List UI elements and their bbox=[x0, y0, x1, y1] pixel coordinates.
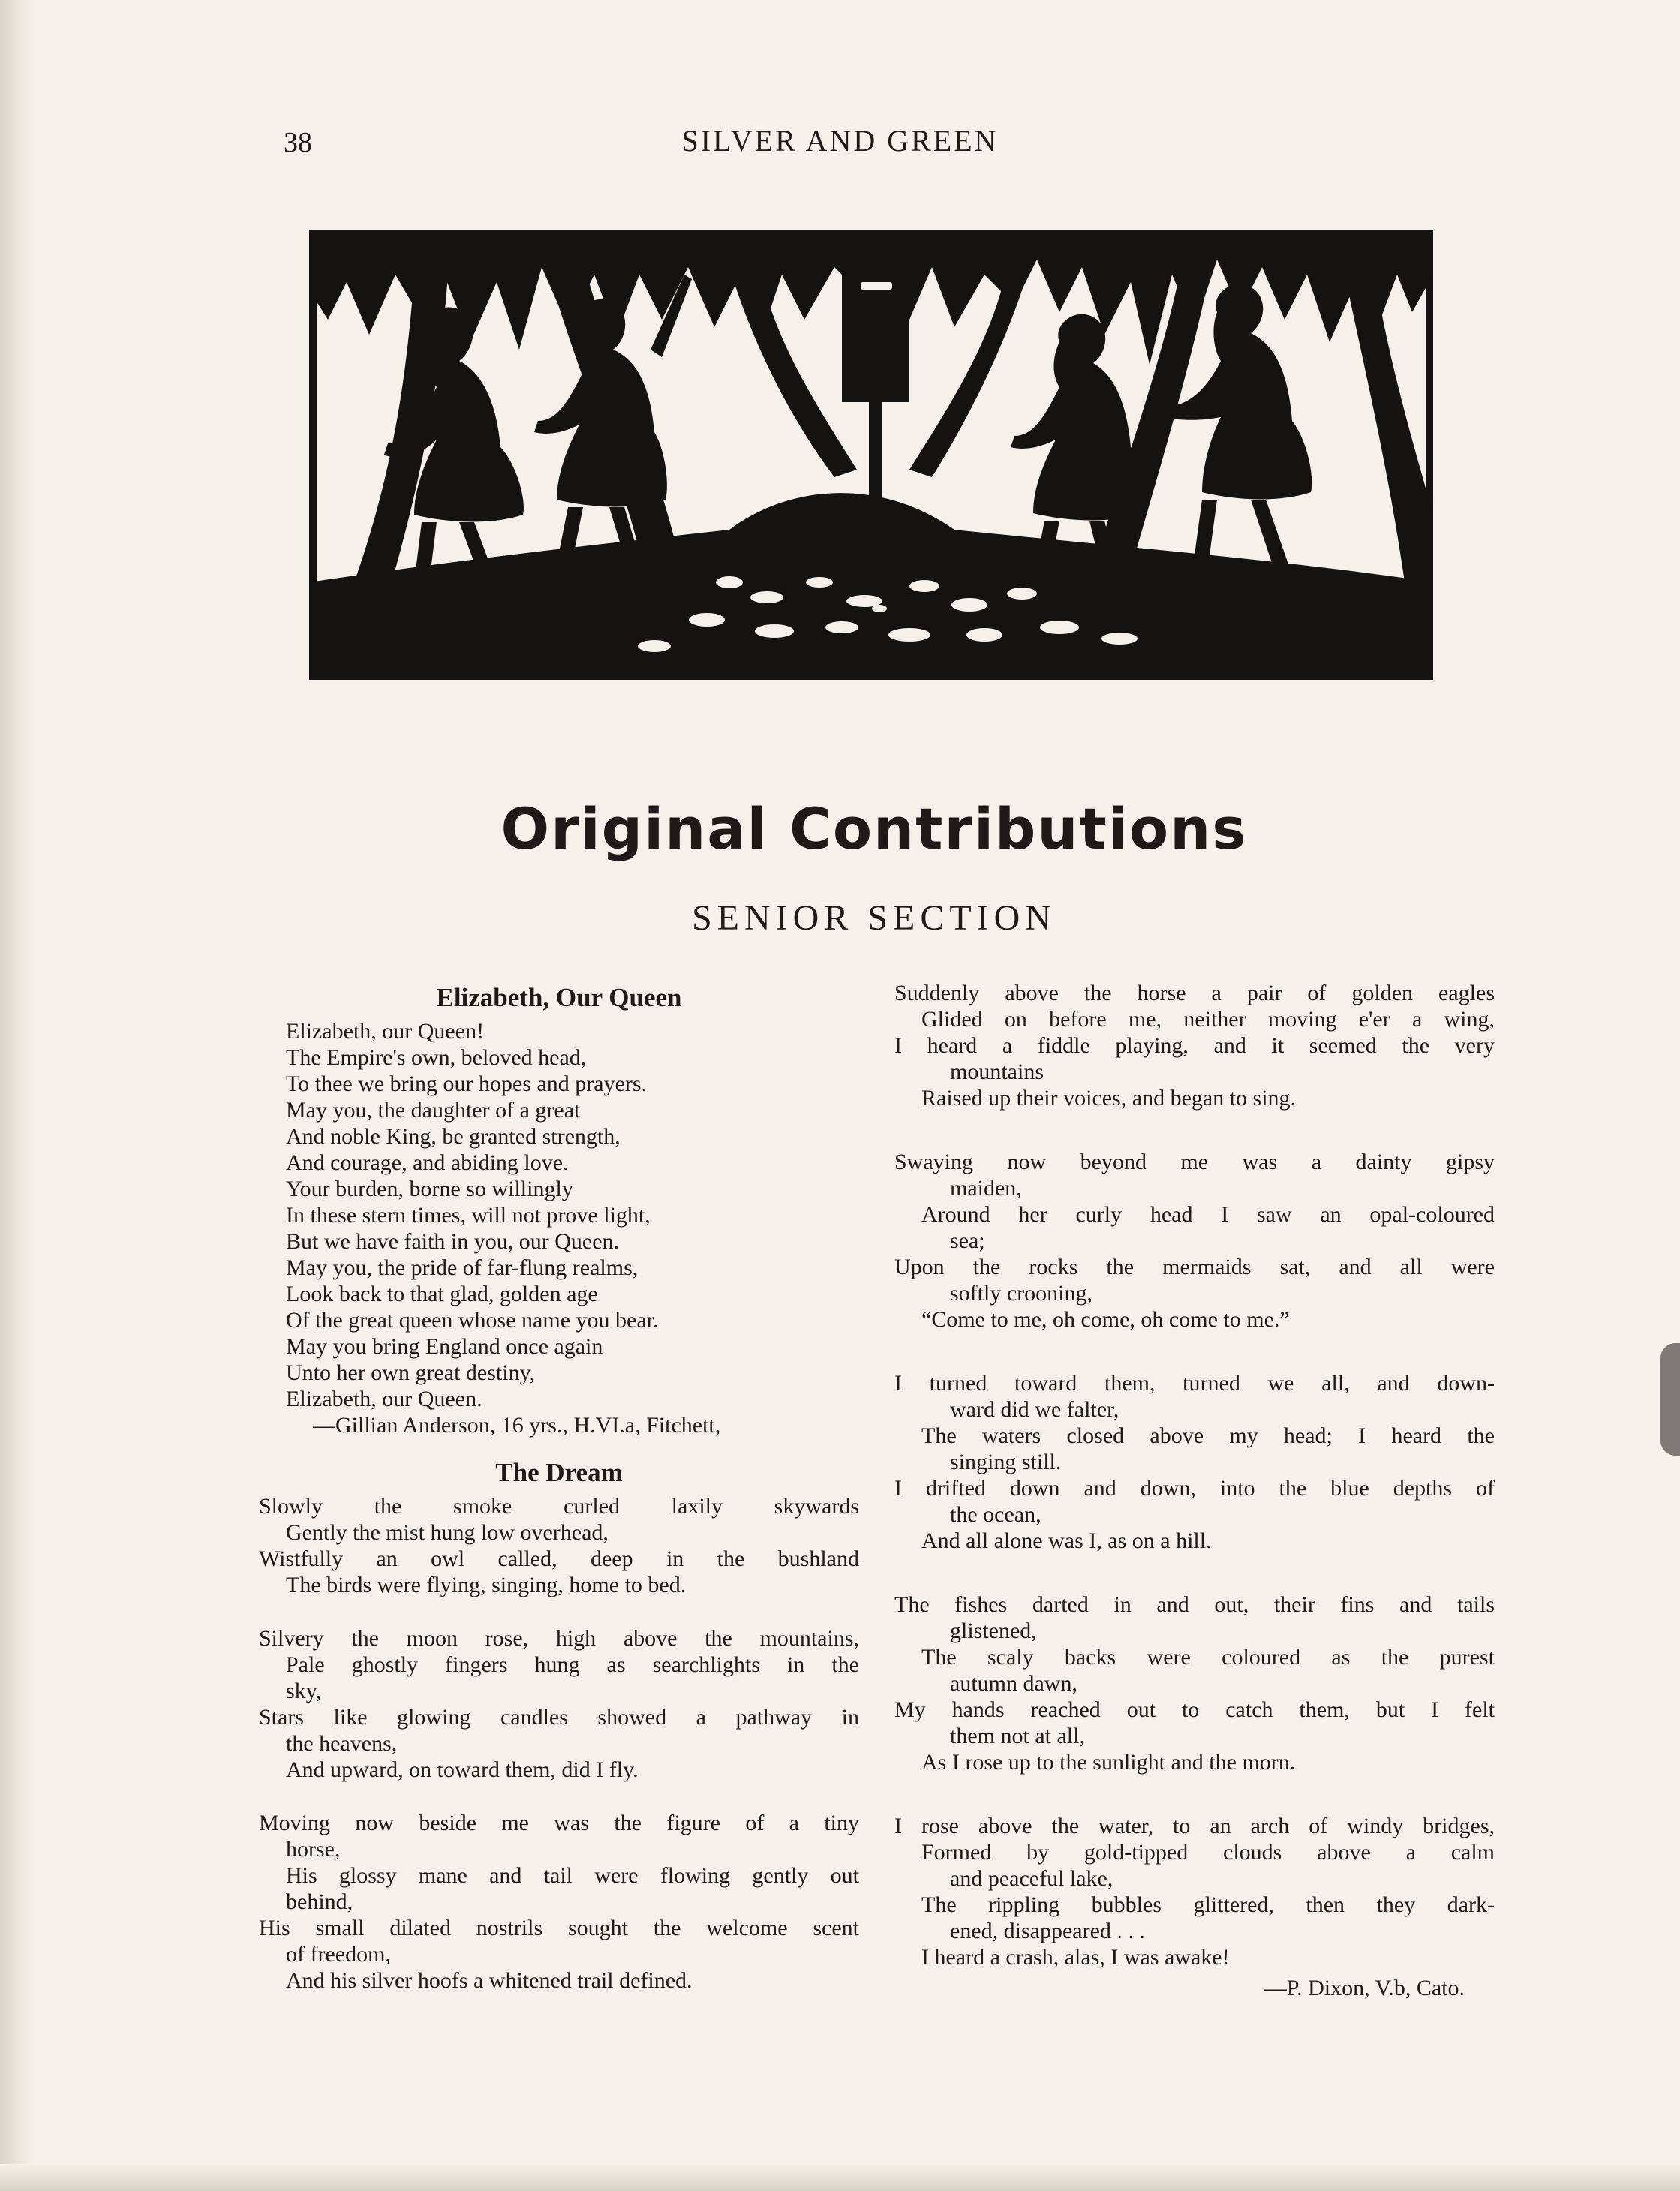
poem-line: I turned toward them, turned we all, and down- bbox=[894, 1371, 1495, 1396]
poem-line: His small dilated nostrils sought the welcome scent bbox=[259, 1916, 859, 1940]
poem-line: May you, the daughter of a great bbox=[286, 1098, 581, 1123]
poem-line: Pale ghostly fingers hung as searchlights in the bbox=[286, 1652, 859, 1677]
poem-title-dream: The Dream bbox=[495, 1458, 623, 1487]
poem-line: But we have faith in you, our Queen. bbox=[286, 1229, 620, 1254]
poem-line: Moving now beside me was the figure of a tiny bbox=[259, 1811, 859, 1835]
poem-line: Slowly the smoke curled laxily skywards bbox=[259, 1494, 859, 1519]
poem-line: Swaying now beyond me was a dainty gipsy bbox=[894, 1150, 1495, 1174]
poem-line: softly crooning, bbox=[950, 1281, 1092, 1306]
poem-line: the heavens, bbox=[286, 1731, 398, 1756]
poem-line: My hands reached out to catch them, but I felt bbox=[894, 1697, 1495, 1722]
poem-line: The scaly backs were coloured as the purest bbox=[921, 1645, 1495, 1670]
poem-line: Gently the mist hung low overhead, bbox=[286, 1520, 609, 1545]
poem-line: behind, bbox=[286, 1889, 353, 1914]
poem-line: the ocean, bbox=[950, 1502, 1041, 1527]
poem-line: Suddenly above the horse a pair of golden eagles bbox=[894, 981, 1495, 1005]
poem-line: And courage, and abiding love. bbox=[286, 1150, 569, 1175]
poem-line: mountains bbox=[950, 1059, 1044, 1084]
poem-line: Silvery the moon rose, high above the mountains, bbox=[259, 1626, 859, 1651]
poem-line: Look back to that glad, golden age bbox=[286, 1282, 598, 1306]
silhouette-girls-letterbox-illustration bbox=[309, 230, 1433, 680]
poem-line: His glossy mane and tail were flowing gently out bbox=[286, 1863, 859, 1888]
poem-line: The Empire's own, beloved head, bbox=[286, 1045, 587, 1070]
poem-line: I rose above the water, to an arch of windy bridges, bbox=[894, 1814, 1495, 1838]
poem-line: sea; bbox=[950, 1228, 985, 1253]
poem-line: ward did we falter, bbox=[950, 1397, 1119, 1422]
poem-line: The birds were flying, singing, home to bed. bbox=[286, 1573, 687, 1597]
poem-line: Your burden, borne so willingly bbox=[286, 1177, 573, 1201]
running-header: SILVER AND GREEN bbox=[681, 124, 999, 158]
poem-line: May you bring England once again bbox=[286, 1334, 603, 1359]
poem-line: Around her curly head I saw an opal-coloured bbox=[921, 1202, 1495, 1227]
poem-line: May you, the pride of far-flung realms, bbox=[286, 1255, 639, 1280]
poem-line: Of the great queen whose name you bear. bbox=[286, 1308, 659, 1333]
poem-line: To thee we bring our hopes and prayers. bbox=[286, 1071, 648, 1096]
poem-line: autumn dawn, bbox=[950, 1671, 1077, 1696]
poem-line: them not at all, bbox=[950, 1724, 1085, 1748]
page-number: 38 bbox=[284, 127, 312, 158]
poem-line: And all alone was I, as on a hill. bbox=[921, 1528, 1212, 1553]
poem-line: Elizabeth, our Queen! bbox=[286, 1019, 485, 1044]
poem-line: The rippling bubbles glittered, then they dark- bbox=[921, 1892, 1495, 1917]
poem-line: I heard a crash, alas, I was awake! bbox=[921, 1945, 1230, 1970]
poem-line: In these stern times, will not prove light, bbox=[286, 1203, 651, 1228]
poem-credit: —P. Dixon, V.b, Cato. bbox=[1264, 1976, 1465, 2000]
poem-line: Stars like glowing candles showed a pathway in bbox=[259, 1705, 859, 1730]
poem-line: The fishes darted in and out, their fins and tails bbox=[894, 1592, 1495, 1617]
poem-line: horse, bbox=[286, 1837, 341, 1862]
poem-line: Glided on before me, neither moving e'er a wing, bbox=[921, 1007, 1495, 1032]
poem-line: Wistfully an owl called, deep in the bushland bbox=[259, 1546, 859, 1571]
poem-line: glistened, bbox=[950, 1618, 1037, 1643]
poem-dream-part1 bbox=[259, 1493, 859, 1994]
poem-line: maiden, bbox=[950, 1176, 1022, 1201]
poem-line: sky, bbox=[286, 1679, 322, 1703]
right-column bbox=[894, 980, 1495, 2001]
poem-line: ened, disappeared . . . bbox=[950, 1919, 1145, 1943]
poem-line: and peaceful lake, bbox=[950, 1866, 1113, 1891]
binder-tab bbox=[1660, 1343, 1680, 1456]
poem-elizabeth bbox=[259, 1018, 859, 1438]
poem-credit: —Gillian Anderson, 16 yrs., H.VI.a, Fitchett, bbox=[313, 1413, 721, 1438]
section-title: SENIOR SECTION bbox=[691, 898, 1056, 938]
poem-line: Formed by gold-tipped clouds above a calm bbox=[921, 1840, 1495, 1865]
main-title: Original Contributions bbox=[500, 795, 1248, 862]
poem-line: Raised up their voices, and began to sing. bbox=[921, 1086, 1297, 1111]
poem-line: And noble King, be granted strength, bbox=[286, 1124, 621, 1149]
poem-line: I heard a fiddle playing, and it seemed the very bbox=[894, 1033, 1495, 1058]
poem-line: of freedom, bbox=[286, 1942, 391, 1967]
poem-line: As I rose up to the sunlight and the morn. bbox=[921, 1750, 1296, 1775]
poem-line: Upon the rocks the mermaids sat, and all were bbox=[894, 1255, 1495, 1279]
poem-title-elizabeth: Elizabeth, Our Queen bbox=[436, 983, 682, 1012]
poem-line: The waters closed above my head; I heard the bbox=[921, 1423, 1495, 1448]
left-column bbox=[259, 984, 859, 1994]
page-bottom-edge bbox=[0, 2164, 1680, 2191]
poem-line: And upward, on toward them, did I fly. bbox=[286, 1757, 639, 1782]
poem-line: “Come to me, oh come, oh come to me.” bbox=[921, 1307, 1290, 1332]
page-gutter-shadow bbox=[0, 0, 33, 2191]
poem-line: Unto her own great destiny, bbox=[286, 1360, 536, 1385]
poem-line: Elizabeth, our Queen. bbox=[286, 1387, 482, 1411]
poem-line: And his silver hoofs a whitened trail defined. bbox=[286, 1968, 693, 1993]
poem-line: I drifted down and down, into the blue depths of bbox=[894, 1476, 1495, 1501]
poem-line: singing still. bbox=[950, 1450, 1062, 1474]
